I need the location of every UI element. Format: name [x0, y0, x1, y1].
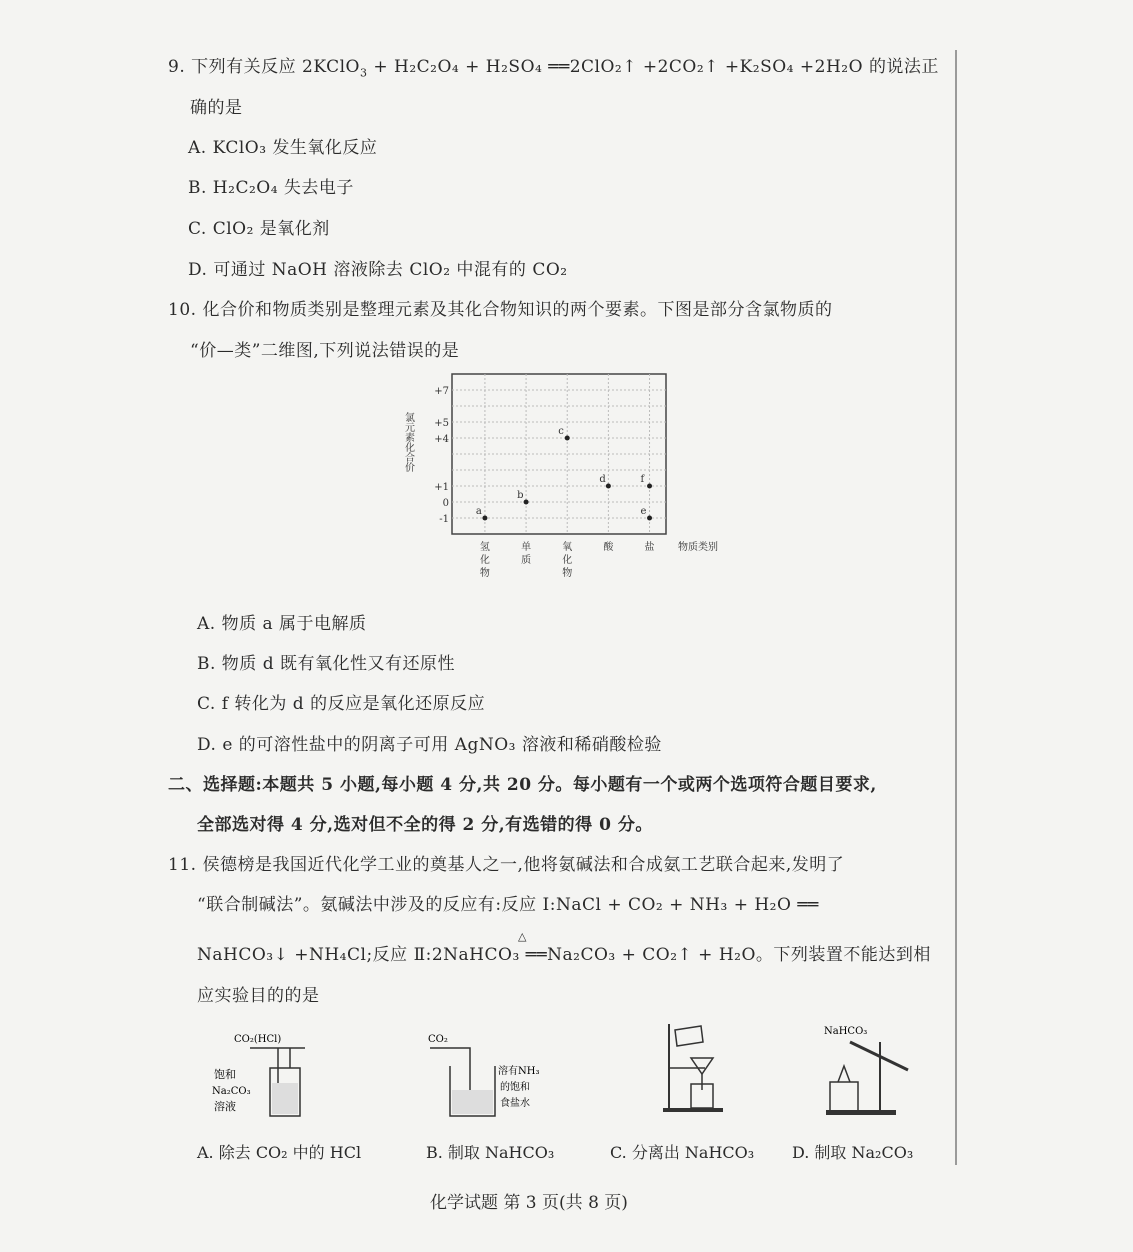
- apparatus-b-beaker: [420, 1028, 560, 1128]
- y-tick-label: 0: [442, 498, 449, 509]
- apparatus-a-liquid-label-1: 饱和: [214, 1068, 236, 1081]
- apparatus-b-gas-label: CO₂: [428, 1034, 448, 1045]
- y-tick-label: +1: [434, 482, 449, 493]
- x-tick-label: 物: [479, 568, 490, 579]
- y-tick-label: +5: [434, 418, 449, 429]
- x-tick-label: 盐: [644, 542, 655, 553]
- point-label-e: e: [640, 506, 647, 517]
- y-tick-label: +4: [434, 434, 449, 445]
- q9-option-c: C. ClO₂ 是氧化剂: [188, 219, 330, 239]
- point-label-c: c: [558, 426, 564, 437]
- point-c: [565, 436, 570, 441]
- x-tick-label: 单: [521, 542, 532, 553]
- x-tick-label: 化: [479, 555, 490, 566]
- point-d: [606, 484, 611, 489]
- q9-stem: 9. 下列有关反应 2KClO$_3$ + H₂C₂O₄ + H₂SO₄ ══2ClO₂↑ +2CO₂↑ +K₂SO₄ +2H₂O 的说法正: [168, 57, 939, 80]
- y-axis-label: 氯元素化合价: [402, 412, 414, 472]
- q11-line4: 应实验目的的是: [197, 986, 320, 1006]
- q9-option-d: D. 可通过 NaOH 溶液除去 ClO₂ 中混有的 CO₂: [188, 260, 568, 280]
- point-a: [482, 516, 487, 521]
- apparatus-a-liquid-label-3: 溶液: [214, 1100, 236, 1113]
- q9-stem-cont: 确的是: [190, 98, 243, 118]
- apparatus-a-liquid-label-2: Na₂CO₃: [212, 1086, 251, 1097]
- x-axis-label: 物质类别: [678, 542, 718, 553]
- q11-line3: NaHCO₃↓ +NH₄Cl;反应 Ⅱ:2NaHCO₃ ══Na₂CO₃ + CO₂↑ + H₂O。下列装置不能达到相: [197, 945, 931, 965]
- q10-option-c: C. f 转化为 d 的反应是氧化还原反应: [197, 694, 486, 714]
- x-tick-label: 质: [521, 555, 532, 566]
- x-tick-label: 物: [562, 568, 573, 579]
- apparatus-d-top-label: NaHCO₃: [824, 1026, 868, 1037]
- apparatus-b-caption: B. 制取 NaHCO₃: [426, 1143, 555, 1162]
- apparatus-a-caption: A. 除去 CO₂ 中的 HCl: [197, 1143, 362, 1162]
- apparatus-b-liquid-label-2: 的饱和: [500, 1082, 530, 1093]
- apparatus-d-heating: [820, 1022, 920, 1122]
- q9-stem-tail: 的说法正: [868, 57, 939, 77]
- apparatus-a-gas-label: CO₂(HCl): [234, 1034, 282, 1045]
- q11-line2: “联合制碱法”。氨碱法中涉及的反应有:反应 Ⅰ:NaCl + CO₂ + NH₃ + H₂O ══: [197, 895, 819, 915]
- apparatus-c-filtration: [655, 1018, 735, 1118]
- x-tick-label: 酸: [603, 542, 614, 553]
- apparatus-b-liquid-label-1: 溶有NH₃: [498, 1066, 540, 1077]
- heat-mark: △: [518, 930, 527, 943]
- point-e: [647, 516, 652, 521]
- section2-heading: 二、选择题:本题共 5 小题,每小题 4 分,共 20 分。每小题有一个或两个选项符合题目要求,: [168, 775, 877, 795]
- q9-option-b: B. H₂C₂O₄ 失去电子: [188, 178, 354, 198]
- section2-scoring: 全部选对得 4 分,选对但不全的得 2 分,有选错的得 0 分。: [197, 815, 653, 835]
- q10-option-a: A. 物质 a 属于电解质: [197, 614, 367, 634]
- point-label-a: a: [475, 506, 482, 517]
- q9-equation: + H₂C₂O₄ + H₂SO₄ ══2ClO₂↑ +2CO₂↑ +K₂SO₄ +2H₂O: [373, 57, 864, 77]
- q11-line1: 11. 侯德榜是我国近代化学工业的奠基人之一,他将氨碱法和合成氨工艺联合起来,发明了: [168, 855, 845, 875]
- y-tick-label: +7: [434, 386, 449, 397]
- q9-stem-prefix: 9. 下列有关反应 2KClO: [168, 57, 360, 77]
- apparatus-a-wash-bottle: [210, 1028, 320, 1128]
- x-tick-label: 氢: [479, 542, 490, 553]
- margin-rule: [955, 50, 957, 1165]
- q9-option-a: A. KClO₃ 发生氧化反应: [188, 138, 378, 158]
- page-footer: 化学试题 第 3 页(共 8 页): [430, 1193, 628, 1213]
- valence-class-chart: [390, 368, 730, 593]
- apparatus-b-liquid-label-3: 食盐水: [500, 1098, 530, 1109]
- point-label-d: d: [599, 474, 606, 485]
- y-tick-label: -1: [439, 514, 449, 525]
- q10-option-d: D. e 的可溶性盐中的阴离子可用 AgNO₃ 溶液和稀硝酸检验: [197, 735, 662, 755]
- x-tick-label: 氧: [562, 542, 573, 553]
- x-tick-label: 化: [562, 555, 573, 566]
- point-label-f: f: [640, 474, 645, 485]
- q10-stem: 10. 化合价和物质类别是整理元素及其化合物知识的两个要素。下图是部分含氯物质的: [168, 300, 833, 320]
- apparatus-c-caption: C. 分离出 NaHCO₃: [610, 1143, 755, 1162]
- q10-stem-cont: “价—类”二维图,下列说法错误的是: [190, 341, 460, 361]
- point-f: [647, 484, 652, 489]
- q10-option-b: B. 物质 d 既有氧化性又有还原性: [197, 654, 455, 674]
- apparatus-d-caption: D. 制取 Na₂CO₃: [792, 1143, 914, 1162]
- point-label-b: b: [517, 490, 524, 501]
- point-b: [524, 500, 529, 505]
